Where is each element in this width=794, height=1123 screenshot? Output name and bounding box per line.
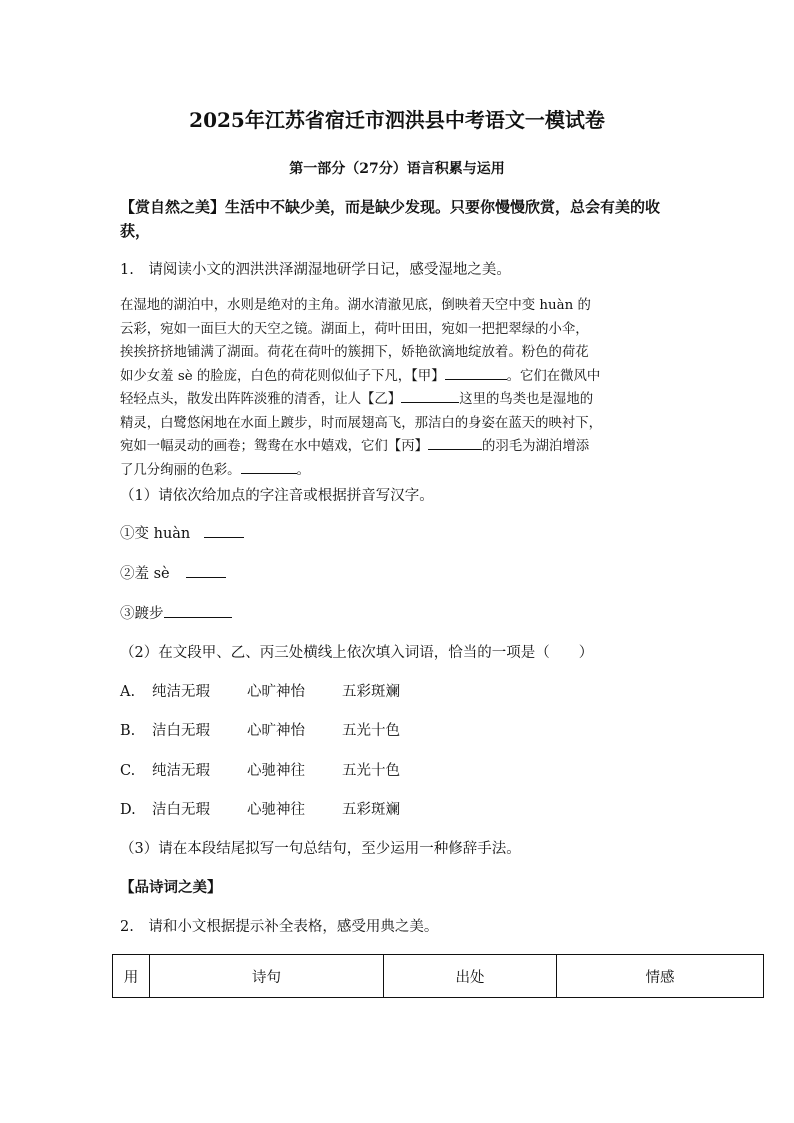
option-letter: B.: [120, 723, 136, 739]
fill-item-label: ②羞 sè: [120, 566, 170, 582]
table-header-cell: 情感: [557, 955, 764, 998]
fill-item-label: ①变 huàn: [120, 526, 191, 542]
passage-line: [120, 365, 675, 389]
passage-line: 云彩，宛如一面巨大的天空之镜。湖面上，荷叶田田，宛如一把把翠绿的小伞，: [120, 321, 589, 337]
passage-line: 挨挨挤挤地铺满了湖面。荷花在荷叶的簇拥下，娇艳欲滴地绽放着。粉色的荷花: [120, 345, 589, 360]
section-heading: 【品诗词之美】: [120, 879, 222, 896]
option-word: 纯洁无瑕: [152, 684, 210, 700]
blank-yi[interactable]: [401, 388, 459, 403]
passage-text: 如少女羞 sè 的脸庞，白色的荷花则似仙子下凡，【甲】: [120, 368, 445, 384]
passage-text: 。: [296, 462, 310, 478]
table-header-cell: 出处: [384, 955, 557, 998]
sub-question-2: （2）在文段甲、乙、丙三处横线上依次填入词语，恰当的一项是（ ）: [120, 645, 594, 661]
sub-question-3: （3）请在本段结尾拟写一句总结句，至少运用一种修辞手法。: [120, 841, 521, 857]
section-intro: 【赏自然之美】生活中不缺少美，而是缺少发现。只要你慢慢欣赏，总会有美的收获，: [120, 198, 661, 240]
option-word: 心旷神怡: [247, 723, 305, 739]
reading-passage: [120, 294, 675, 482]
option-letter: D.: [120, 802, 136, 818]
table-header-cell: 诗句: [150, 955, 384, 998]
blank-summary[interactable]: [241, 459, 297, 474]
option-word: 心旷神怡: [247, 684, 305, 700]
option-word: 五光十色: [342, 763, 400, 779]
blank-jia[interactable]: [445, 365, 507, 380]
question-2-stem: 2. 请和小文根据提示补全表格，感受用典之美。: [120, 919, 439, 935]
part-heading: 第一部分（27分）语言积累与运用: [289, 161, 505, 177]
fill-item-1: [120, 522, 244, 543]
sub-question-1: （1）请依次给加点的字注音或根据拼音写汉字。: [120, 488, 434, 504]
passage-line: [120, 459, 675, 483]
option-word: 五彩斑斓: [342, 802, 400, 818]
option-word: 心驰神往: [247, 763, 305, 779]
fill-item-2: [120, 562, 226, 583]
passage-text: 了几分绚丽的色彩。: [120, 462, 241, 478]
answer-blank-2[interactable]: [186, 563, 226, 578]
fill-item-label: ③踱步: [120, 606, 164, 622]
passage-line: 在湿地的湖泊中，水则是绝对的主角。湖水清澈见底，倒映着天空中变 huàn 的: [120, 298, 591, 313]
option-letter: A.: [120, 684, 136, 700]
allusion-table: [112, 954, 764, 998]
passage-line: 精灵，白鹭悠闲地在水面上踱步，时而展翅高飞，那洁白的身姿在蓝天的映衬下，: [120, 415, 603, 431]
passage-line: [120, 435, 675, 459]
option-word: 纯洁无瑕: [152, 763, 210, 779]
option-word: 洁白无瑕: [152, 723, 210, 739]
answer-blank-1[interactable]: [204, 523, 244, 538]
passage-text: 。它们在微风中: [506, 368, 601, 384]
passage-line: [120, 388, 675, 412]
option-d[interactable]: [120, 798, 400, 819]
fill-item-3: [120, 602, 232, 623]
option-c[interactable]: [120, 759, 400, 780]
blank-bing[interactable]: [428, 435, 482, 450]
table-header-row: [113, 955, 764, 998]
table-header-cell: 用: [113, 955, 150, 998]
option-word: 洁白无瑕: [152, 802, 210, 818]
option-word: 五彩斑斓: [342, 684, 400, 700]
option-b[interactable]: [120, 719, 400, 740]
passage-text: 宛如一幅灵动的画卷；鸳鸯在水中嬉戏，它们【丙】: [120, 439, 428, 454]
option-word: 五光十色: [342, 723, 400, 739]
option-word: 心驰神往: [247, 802, 305, 818]
option-a[interactable]: [120, 680, 400, 701]
passage-text: 轻轻点头，散发出阵阵淡雅的清香，让人【乙】: [120, 392, 402, 407]
passage-text: 这里的鸟类也是湿地的: [459, 392, 594, 407]
passage-text: 的羽毛为湖泊增添: [481, 439, 590, 454]
option-letter: C.: [120, 763, 136, 779]
page-title: 2025年江苏省宿迁市泗洪县中考语文一模试卷: [189, 108, 605, 132]
answer-blank-3[interactable]: [164, 603, 232, 618]
question-1-stem: 1. 请阅读小文的泗洪洪泽湖湿地研学日记，感受湿地之美。: [120, 262, 511, 278]
